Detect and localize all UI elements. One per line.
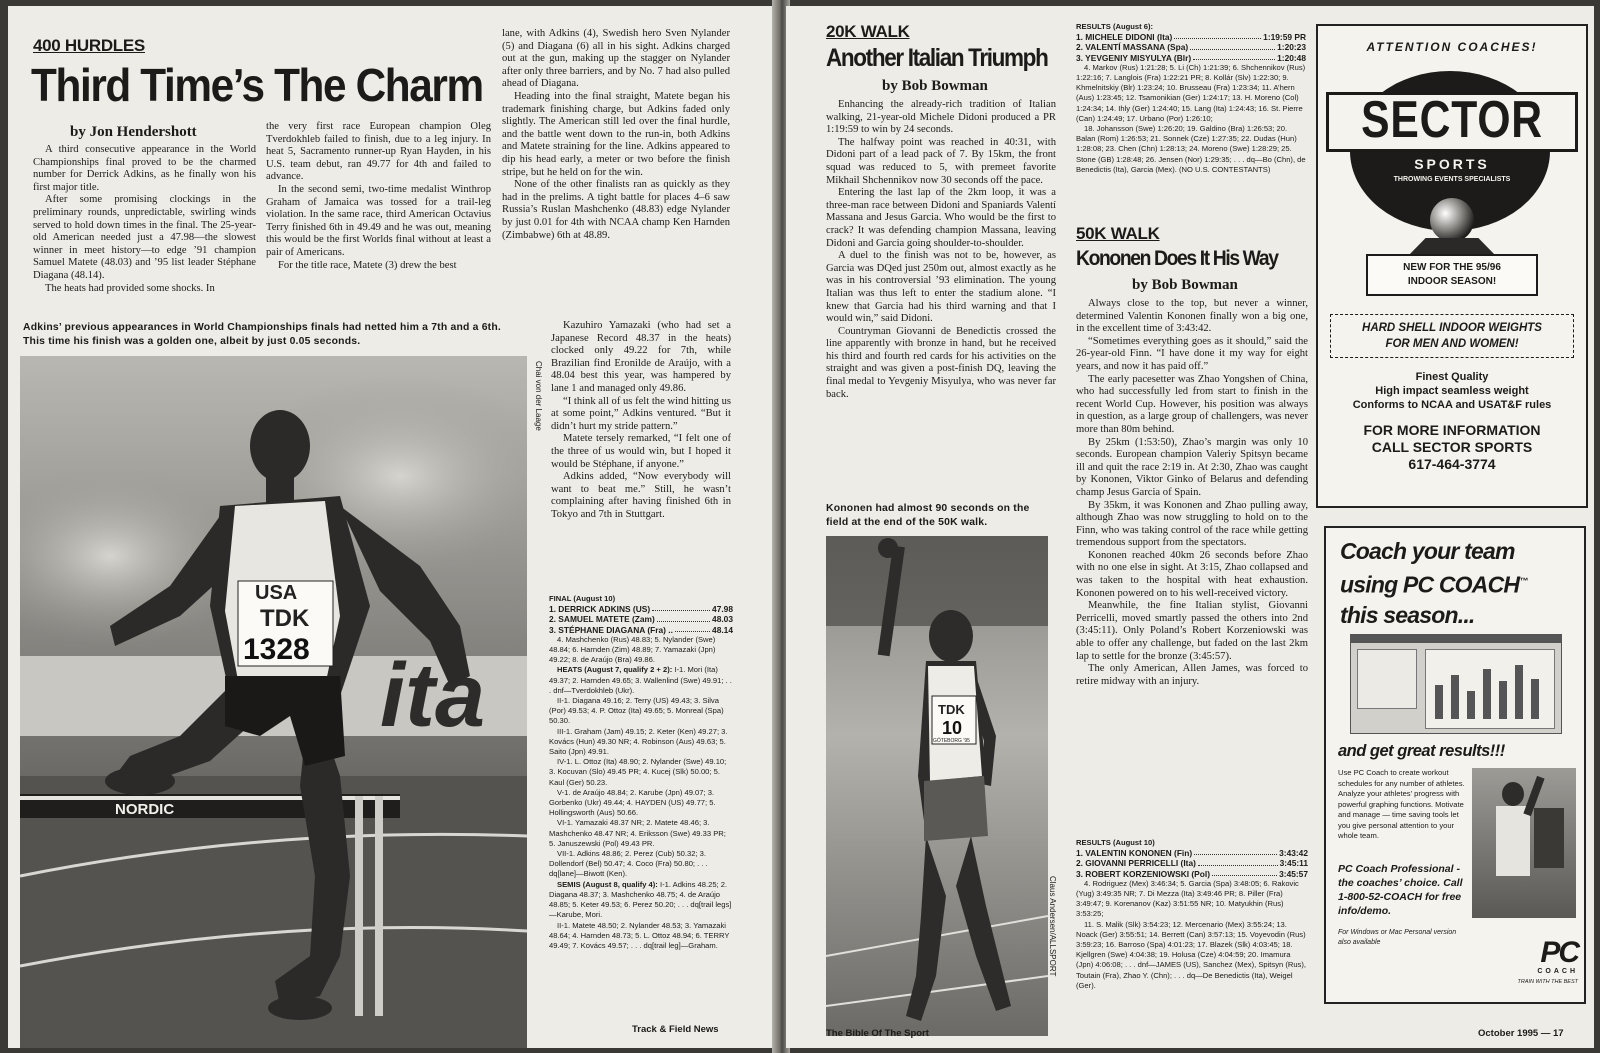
article-20k-body: Enhancing the already-rich tradition of Italian walking, 21-year-old Michele Didoni produced a PR 1:19:59 to win by 24 seconds. The halfway point was reached in 40:31, with Didoni part of a lead pack of 7. By 15km, the front squad was reduced to 5, with premeet favorite Mikhail Shchennikov now 30 seconds off the pace. Entering the last lap of the 2km loop, it was a three-man race between Didoni and Spaniards Valentí Massana and Jesus Garcia. Who would be the first to crack? It was defending champion Massana, leaving Didoni and Garcia going shoulder-to-shoulder. A duel to the finish was not to be, however, as Garcia was DQed just 250m out, almost exactly as he was in his controversial ’93 elimination. The young Italian was thus left to enter the stadium alone. “I knew that Garcia had his third warning and that I would win,” said Didoni. Countryman Giovanni de Benedictis crossed the line apparently with bronze in hand, but he received his third and fourth red cards for his activities on the straight and was given a post-finish DQ, leaving the final medal to Yevgeniy Misyulya, who was never far back. [826, 99, 1056, 400]
result-row: 1. DERRICK ADKINS (US) 47.98 [549, 604, 733, 615]
result-row: 3. STÉPHANE DIAGANA (Fra) .. 48.14 [549, 624, 733, 635]
walker-photo [826, 536, 1048, 1036]
hurdler-photo [20, 356, 527, 1048]
photo-caption: Adkins’ previous appearances in World Championships finals had netted him a 7th and a 6th. This time his finish was a golden one, albeit by just 0.05 seconds. [23, 322, 501, 347]
walker-bib-city: GÖTEBORG ’95 [933, 738, 970, 744]
result-row: 2. GIOVANNI PERRICELLI (Ita) 3:45:11 [1076, 858, 1308, 869]
result-row: 2. SAMUEL MATETE (Zam) 48.03 [549, 614, 733, 625]
results-20k: RESULTS (August 6): 1. MICHELE DIDONI (Ita) 1:19:59 PR 2. VALENTÍ MASSANA (Spa) 1:20:23 3. YEVGENIY MISYULYA (Blr) 1:20:48 4. Markov (Rus) 1:21:28; 5. Li (Ch) 1:21:39; 6. Shchennikov (Rus) 1:22:16; 7. Langlois (Fra) 1:22:21 PR; 8. Kollár (Slv) 1:22:30; 9. Khmelnitskiy (Blr) 1:23:24; 10. Brusseau (Fra) 1:23:34; 11. A’hern (Aus) 1:23:45; 12. Tsamonikian (Ger) 1:24:17; 13. H. Moreno (Col) 1:24:34; 14. Ihly (Ger) 1:24:40; 15. Lang (Ita) 1:24:43; 16. St. Pierre (Can) 1:24:49; 17. Urbano (Por) 1:26:10; 18. Johansson (Swe) 1:26:20; 19. Galdino (Bra) 1:26:53; 20. Balan (Rom) 1:26:53; 21. Sonnek (Cze) 1:27:35; 22. Dudas (Hun) 1:28:08; 23. Chen (Chn) 1:28:13; 24. Moreno (Swe) 1:28:29; 25. Stone (GB) 1:28:48; 26. Jensen (Nor) 1:29:35; . . . dq—Bo (Chn), de Benedictis (Ita), Garcia (Mex). (NO U.S. CONTESTANTS) [1076, 22, 1306, 174]
headline-50k: Kononen Does It His Way [1076, 247, 1278, 270]
bib-sponsor-text: TDK [260, 605, 310, 632]
article-50k-body: Always close to the top, but never a winner, determined Valentin Kononen finally won a big one, in the excellent time of 3:43:42. “Sometimes everything goes as it should,” said the 26-year-old Finn. “I have done it my way for eight years, and now it has paid off.” The early pacesetter was Zhao Yongshen of China, who had successfully led from start to finish in the recent World Cup. However, his position was always in question, as a large group of challengers, was never more than 80m behind. By 25km (1:53:50), Zhao’s margin was only 10 seconds. European champion Valeriy Spitsyn became ill and quit the race 2:19 in. At 2:30, Zhao was caught by Kononen, Viktor Ginko of Belarus and defending champ Jesus Garcia of Spain. By 35km, it was Kononen and Zhao pulling away, although Zhao was now struggling to hold on to the Finn, who was taking control of the race while getting tremendous support from the spectators. Kononen reached 40km 26 seconds before Zhao with no one else in sight. At 3:15, Zhao collapsed and was taken to the hospital with heat exhaustion. Kononen powered on to his well-received victory. Meanwhile, the fine Italian stylist, Giovanni Perricelli, moved smartly passed the others into 2nd (3:45:11). Only Poland’s Robert Korzeniowski was able to offer any challenge, but faded on the last 2km lap to settle for the bronze (3:45:57). The only American, Allen James, was forced to retire midway with an injury. [1076, 298, 1308, 687]
photo-credit-50k: Claus Andersen/ALLSPORT [1048, 876, 1057, 977]
result-row: 1. MICHELE DIDONI (Ita) 1:19:59 PR [1076, 32, 1306, 43]
results-block: FINAL (August 10) 1. DERRICK ADKINS (US) 47.98 2. SAMUEL MATETE (Zam) 48.03 3. STÉPHANE DIAGANA (Fra) .. 48.14 4. Mashchenko (Rus) 48.83; 5. Nylander (Swe) 48.84; 6. Harnden (Zim) 48.89; 7. Yamazaki (Jpn) 49.22; 8. de Araújo (Bra) 49.86. HEATS (August 7, qualify 2 + 2): I-1. Mori (Ita) 49.37; 2. Harnden 49.65; 3. Wallenlind (Swe) 49.91; . . . dnf—Tverdokhleb (Ukr). II-1. Diagana 49.16; 2. Terry (US) 49.43; 3. Silva (Por) 49.53; 4. P. Ottoz (Ita) 49.65; 5. Monreal (Spa) 50.30. III-1. Graham (Jam) 49.15; 2. Keter (Ken) 49.27; 3. Kovács (Hun) 49.30 NR; 4. Robinson (Aus) 49.63; 5. Saito (Jpn) 49.91. IV-1. L. Ottoz (Ita) 48.90; 2. Nylander (Swe) 49.10; 3. Kocuvan (Slo) 49.45 PR; 4. Kucej (Slk) 50.00; 5. Kaul (Ger) 50.23. V-1. de Araújo 48.84; 2. Karube (Jpn) 49.07; 3. Gorbenko (Ukr) 49.44; 4. HAYDEN (US) 49.77; 5. Hollingsworth (Aus) 50.66. VI-1. Yamazaki 48.37 NR; 2. Matete 48.46; 3. Mashchenko 48.47 NR; 4. Eriksson (Swe) 49.33 PR; 5. Januszewski (Pol) 49.43 PR. VII-1. Adkins 48.86; 2. Perez (Cub) 50.32; 3. Dollendorf (Bel) 50.47; 4. Coco (Fra) 50.80; . . . dq[lane]—Biwott (Ken). SEMIS (August 8, qualify 4): I-1. Adkins 48.25; 2. Diagana 48.37; 3. Mashchenko 48.75; 4. de Araújo 48.85; 5. Keter 49.53; 6. Perez 50.20; . . . dq[trail legs]—Karube, Mori. II-1. Matete 48.50; 2. Nylander 48.53; 3. Yamazaki 48.64; 4. Harnden 48.73; 5. L. Ottoz 48.94; 6. TERRY 49.49; 7. Kovács 49.57; . . . dq[trail leg]—Graham. [549, 594, 733, 950]
pc-coach-pro: PC Coach Professional - the coaches’ choice. Call 1-800-52-COACH for free info/demo. [1338, 863, 1463, 917]
shot-put-icon [1430, 198, 1474, 242]
hurdle-brand-text: NORDIC [115, 801, 175, 818]
page-footer: Track & Field News [632, 1024, 719, 1035]
results-final-heading: FINAL (August 10) [549, 594, 616, 603]
result-row: 2. VALENTÍ MASSANA (Spa) 1:20:23 [1076, 42, 1306, 53]
bib-number-text: 1328 [243, 633, 310, 666]
photo-credit: Chai von der Laage [534, 361, 543, 431]
sector-phone: 617-464-3774 [1408, 456, 1496, 472]
pc-coach-body: Use PC Coach to create workout schedules for any number of athletes. Analyze your athletes’ progress with powerful graphing functions. Motivate and manage — time saving tools let you give personal attention to your whole team. [1338, 768, 1465, 840]
result-row: 1. VALENTIN KONONEN (Fin) 3:43:42 [1076, 848, 1308, 859]
pc-coach-subhead: and get great results!!! [1338, 742, 1505, 760]
result-row: 3. ROBERT KORZENIOWSKI (Pol) 3:45:57 [1076, 868, 1308, 879]
article-column-3-continued: Kazuhiro Yamazaki (who had set a Japanese Record 48.37 in the heats) clocked only 49.22 for 7th, while Brazilian find Eronilde de Araújo, with a 48.04 best this year, was hampered by lane 1 and managed only 49.86. “I think all of us felt the wind hitting us at some point,” Adkins ventured. “But it didn’t hurt my stride pattern.” Matete tersely remarked, “I felt one of the three of us would win, but I hoped it would be Stéphane, if anyone.” Adkins added, “Now everybody will want to beat me.” Still, he wasn’t complaining after having finished 6th in Tokyo and 7th in Stuttgart. [551, 320, 731, 520]
pc-coach-logo-tag: TRAIN WITH THE BEST [1517, 979, 1578, 985]
pc-coach-headline: Coach your team using PC COACH™ this season... [1340, 538, 1528, 628]
byline-50k: by Bob Bowman [1132, 277, 1238, 293]
sector-contact: FOR MORE INFORMATION CALL SECTOR SPORTS 617-464-3774 [1318, 422, 1586, 473]
result-row: 3. YEVGENIY MISYULYA (Blr) 1:20:48 [1076, 52, 1306, 63]
article-column-2: the very first race European champion Oleg Tverdokhleb failed to finish, due to a leg injury. In heat 5, Sacramento runner-up Ryan Hayden, in his U.S. team debut, ran 49.77 for 4th and failed to advance. In the second semi, two-time medalist Winthrop Graham of Jamaica was tossed for a trail-leg violation. In the same race, third American Octavius Terry finished 6th in 49.49 and he was out, meaning this would be the first Worlds final without at least a pair of Americans. For the title race, Matete (3) drew the best [266, 121, 491, 271]
sector-product-box: HARD SHELL INDOOR WEIGHTS FOR MEN AND WOMEN! [1330, 314, 1574, 358]
sector-logo: SECTOR [1361, 91, 1543, 149]
walker-bib-number: 10 [942, 718, 963, 738]
sector-logo-sub: SPORTS [1414, 156, 1490, 172]
right-page [786, 6, 1594, 1048]
pc-coach-logo: PC [1540, 936, 1578, 969]
software-screenshot [1350, 634, 1562, 734]
ad-attention: ATTENTION COACHES! [1366, 40, 1538, 54]
pc-coach-logo-sub: COACH [1537, 968, 1578, 975]
byline: by Jon Hendershott [70, 124, 197, 140]
article-column-3: lane, with Adkins (4), Swedish hero Sven Nylander (5) and Diagana (6) all in his sight. Adkins charged out at the gun, making up the stagger on Nylander after only three barriers, and by No. 7 had also pulled ahead of Diagana. Heading into the final straight, Matete began his trademark finishing charge, but Adkins faded only slightly. The American still led over the final hurdle, and the battle went down to the run-in, both Adkins and Matete straining for the line. Adkins appeared to dip his head early, a meter or two before the finish stripe, but he held on for the win. None of the other finalists ran as quickly as they had in the prelims. A tight battle for places 4–6 saw Russia’s Ruslan Mashchenko (48.83) edge Nylander by just 0.01 for 4th with NCAA champ Ken Harnden (Zimbabwe) 6th at 48.89. [502, 28, 730, 241]
results-50k: RESULTS (August 10) 1. VALENTIN KONONEN (Fin) 3:43:42 2. GIOVANNI PERRICELLI (Ita) 3:45:11 3. ROBERT KORZENIOWSKI (Pol) 3:45:57 4. Rodriguez (Mex) 3:46:34; 5. Garcia (Spa) 3:48:05; 6. Rakovic (Yug) 3:49:35 NR; 7. Di Mezza (Ita) 3:49:46 PR; 8. Piller (Fra) 3:49:47; 9. Koreпanov (Kaz) 3:51:55 NR; 10. Matyukhin (Rus) 3:53:25; 11. S. Malik (Slk) 3:54:23; 12. Mercenario (Mex) 3:55:24; 13. Noack (Ger) 3:55:51; 14. Berrett (Can) 3:57:13; 15. Voyevodin (Rus) 3:59:23; 16. Barroso (Spa) 4:01:23; 17. Blazek (Slk) 4:03:45; 18. Kjellgren (Swe) 4:04:38; 19. Holusa (Cze) 4:04:59; 20. Imamura (Jpn) 4:06:08; . . . dnf—JAMES (US), Sanchez (Mex), Spitsyn (Rus), Toutain (Fra), Zhao Y. (Chn); . . . dq—De Benedictis (Ita), Weigel (Ger). [1076, 838, 1308, 990]
bib-country-text: USA [255, 582, 298, 604]
footer-left: The Bible Of The Sport [826, 1028, 929, 1039]
svg-text:ita: ita [380, 646, 486, 746]
walker-bib-sponsor: TDK [938, 702, 965, 717]
footer-right: October 1995 — 17 [1478, 1028, 1564, 1039]
pc-coach-platforms: For Windows or Mac Personal version also available [1338, 929, 1457, 946]
pc-coach-ad [1324, 526, 1586, 1004]
sector-features: Finest Quality High impact seamless weight Conforms to NCAA and USAT&F rules [1352, 371, 1552, 411]
sector-sports-ad [1316, 24, 1588, 508]
left-page [8, 6, 776, 1048]
section-kicker-50k: 50K WALK [1076, 224, 1160, 243]
byline-20k: by Bob Bowman [882, 78, 988, 94]
sector-badge: NEW FOR THE 95/96 INDOOR SEASON! [1366, 254, 1538, 296]
section-kicker-20k: 20K WALK [826, 22, 910, 41]
article-column-1: A third consecutive appearance in the World Championships final proved to be the charmed number for Derrick Adkins, as he finally won his first major title. After some promising clockings in the preliminary rounds, unpredictable, swirling winds served to hold down times in the final. The 25-year-old American needed just a 47.98—the slowest winner in meet history—to edge ’91 champion Samuel Matete (48.03) and ’95 list leader Stéphane Diagana (48.14). The heats had provided some shocks. In [33, 144, 256, 294]
photo-caption-50k: Kononen had almost 90 seconds on the field at the end of the 50K walk. [826, 503, 1030, 528]
article-headline: Third Time’s The Charm [31, 59, 483, 111]
section-kicker: 400 HURDLES [33, 36, 145, 55]
headline-20k: Another Italian Triumph [826, 44, 1048, 72]
athletes-photo [1472, 768, 1576, 918]
sector-tagline: THROWING EVENTS SPECIALISTS [1393, 176, 1511, 183]
